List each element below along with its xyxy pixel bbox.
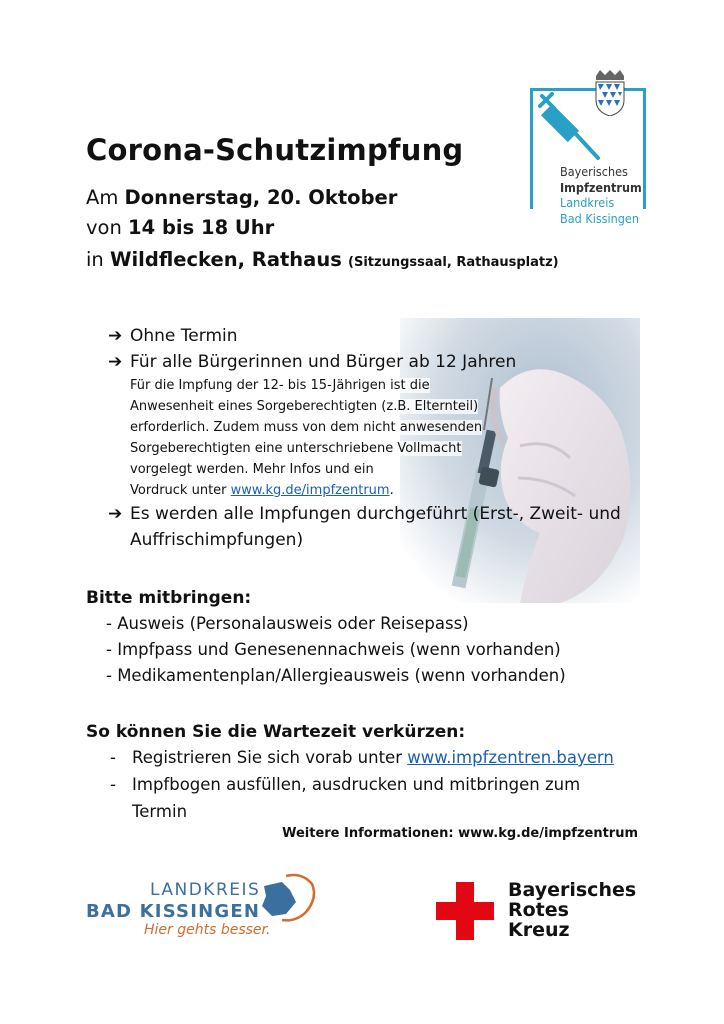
time-prefix: von [86,216,122,239]
landkreis-logo [86,872,326,942]
bring-item: - Medikamentenplan/Allergieausweis (wenn vorhanden) [106,666,566,685]
bullet-no-appointment [108,323,643,349]
logo-line-bayerisches: Bayerisches [560,164,628,179]
note-line-text: vorgelegt werden. Mehr Infos und ein [130,462,374,477]
page-title: Corona-Schutzimpfung [86,133,464,167]
impfzentren-bayern-link[interactable]: www.impfzentren.bayern [407,748,614,767]
landkreis-line2: BAD KISSINGEN [86,901,261,922]
bring-item: - Impfpass und Genesenennachweis (wenn vorhanden) [106,640,561,659]
note-line-text: Anwesenheit eines Sorgeberechtigten (z.B. Elternteil) [130,399,479,414]
note-line [130,396,643,417]
bring-item: - Ausweis (Personalausweis oder Reisepass) [106,614,469,633]
brk-logo [436,878,646,948]
landkreis-slogan: Hier gehts besser. [144,922,271,938]
more-info: Weitere Informationen: www.kg.de/impfzentrum [282,826,638,841]
bullet-all-vaccinations [108,501,643,527]
logo-line-bad-kissingen: Bad Kissingen [560,210,639,226]
date-value: Donnerstag, 20. Oktober [124,186,398,209]
location-value: Wildflecken, Rathaus [109,248,342,271]
time-value: 14 bis 18 Uhr [128,216,275,239]
wait-item-text: Registrieren Sie sich vorab unter [132,748,402,767]
wait-item-register [110,744,640,771]
note-line-text: erforderlich. Zudem muss von dem nicht anwesenden [130,420,483,435]
note-line [130,459,643,480]
info-bullets [108,323,643,553]
brk-line1: Bayerisches [508,879,637,901]
note-line-last [130,480,643,501]
bullet-text: Ohne Termin [130,326,238,346]
time-line [86,216,274,239]
landkreis-map-icon [256,872,318,928]
wait-heading: So können Sie die Wartezeit verkürzen: [86,722,466,742]
wait-item-text: Impfbogen ausfüllen, ausdrucken und mitbringen zum [132,775,581,794]
logo-line-impfzentrum: Impfzentrum [560,179,642,195]
bavaria-crest-icon [592,70,628,116]
arrow-right-icon: ➔ [108,326,123,346]
landkreis-line1: LANDKREIS [150,880,261,900]
impfzentrum-logo-text [558,164,642,226]
arrow-right-icon: ➔ [108,504,123,524]
wait-list [110,744,640,825]
note-line [130,417,643,438]
brk-line3: Kreuz [508,919,570,941]
dash: - [110,748,116,767]
age-note [130,375,643,501]
bring-list [106,611,566,689]
note-line-text: Sorgeberechtigten eine unterschriebene Vollmacht [130,441,462,456]
dash: - [110,775,116,794]
wait-item-continuation: Termin [132,802,188,821]
note-suffix: . [389,483,394,498]
bring-heading: Bitte mitbringen: [86,588,252,608]
note-line-text: Für die Impfung der 12- bis 15-Jährigen ist die [130,378,430,393]
bullet-continuation: Auffrischimpfungen) [130,530,304,550]
arrow-right-icon: ➔ [108,352,123,372]
kg-impfzentrum-link[interactable]: www.kg.de/impfzentrum [230,483,390,498]
brk-text [508,880,636,940]
location-line [86,248,559,271]
brk-line2: Rotes [508,899,569,921]
note-line [130,375,643,396]
note-prefix: Vordruck unter [130,483,227,498]
date-line [86,186,397,209]
location-detail: (Sitzungssaal, Rathausplatz) [348,255,559,270]
location-prefix: in [86,248,104,271]
wait-item-form [110,771,640,798]
bullet-text: Für alle Bürgerinnen und Bürger ab 12 Jahren [130,352,517,372]
note-line [130,438,643,459]
red-cross-icon [436,882,494,940]
date-prefix: Am [86,186,119,209]
bullet-age [108,349,643,375]
logo-line-landkreis: Landkreis [560,195,615,210]
impfzentrum-logo [530,70,648,240]
bullet-text: Es werden alle Impfungen durchgeführt (Erst-, Zweit- und [130,504,621,524]
